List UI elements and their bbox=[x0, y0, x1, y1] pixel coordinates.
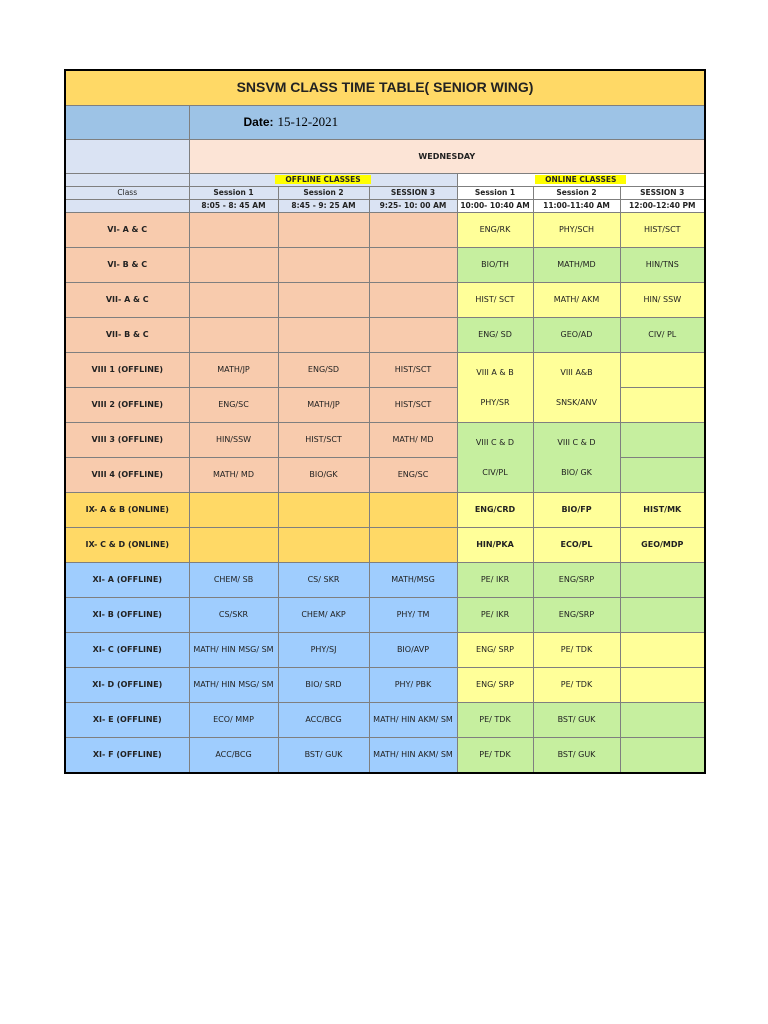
period-cell: HIST/SCT bbox=[278, 423, 369, 458]
period-cell: ENG/CRD bbox=[457, 493, 533, 528]
period-cell-merged bbox=[533, 423, 620, 493]
period-cell: MATH/ HIN MSG/ SM bbox=[189, 668, 278, 703]
session-header: Session 1 bbox=[189, 187, 278, 200]
offline-header bbox=[189, 174, 457, 187]
period-cell bbox=[620, 703, 705, 738]
period-cell: HIN/TNS bbox=[620, 248, 705, 283]
period-cell: PE/ IKR bbox=[457, 598, 533, 633]
period-cell: MATH/JP bbox=[189, 353, 278, 388]
period-cell bbox=[189, 493, 278, 528]
period-cell bbox=[369, 493, 457, 528]
blank-cell bbox=[65, 174, 189, 187]
period-cell: ENG/SD bbox=[278, 353, 369, 388]
period-cell: HIST/ SCT bbox=[457, 283, 533, 318]
timetable bbox=[64, 69, 706, 774]
date-value: 15-12-2021 bbox=[277, 114, 339, 130]
period-cell bbox=[278, 248, 369, 283]
table-row bbox=[65, 283, 705, 318]
table-row bbox=[65, 598, 705, 633]
online-header bbox=[457, 174, 705, 187]
class-name: XI- F (OFFLINE) bbox=[65, 738, 189, 774]
period-cell: ENG/ SD bbox=[457, 318, 533, 353]
period-cell: ACC/BCG bbox=[189, 738, 278, 774]
class-name: VIII 2 (OFFLINE) bbox=[65, 388, 189, 423]
class-name: XI- E (OFFLINE) bbox=[65, 703, 189, 738]
table-row bbox=[65, 318, 705, 353]
table-row bbox=[65, 353, 705, 388]
period-cell bbox=[189, 318, 278, 353]
table-row bbox=[65, 423, 705, 458]
period-cell: BIO/FP bbox=[533, 493, 620, 528]
period-text: SNSK/ANV bbox=[555, 397, 597, 407]
period-cell: BST/ GUK bbox=[533, 738, 620, 774]
period-cell: CS/SKR bbox=[189, 598, 278, 633]
time-slot: 9:25- 10: 00 AM bbox=[369, 200, 457, 213]
period-cell: PE/ TDK bbox=[457, 703, 533, 738]
period-cell bbox=[189, 528, 278, 563]
period-cell: ENG/RK bbox=[457, 213, 533, 248]
period-cell: PE/ TDK bbox=[533, 633, 620, 668]
period-cell bbox=[278, 318, 369, 353]
session-header: SESSION 3 bbox=[620, 187, 705, 200]
period-cell bbox=[369, 248, 457, 283]
table-row bbox=[65, 563, 705, 598]
period-cell bbox=[620, 458, 705, 493]
period-cell: HIST/MK bbox=[620, 493, 705, 528]
period-cell: PHY/ PBK bbox=[369, 668, 457, 703]
period-text: VIII C & D bbox=[475, 437, 515, 447]
period-cell bbox=[620, 423, 705, 458]
period-cell bbox=[189, 283, 278, 318]
period-cell: CS/ SKR bbox=[278, 563, 369, 598]
period-cell: BST/ GUK bbox=[278, 738, 369, 774]
period-cell: ENG/SC bbox=[189, 388, 278, 423]
table-row bbox=[65, 213, 705, 248]
class-header: Class bbox=[65, 187, 189, 200]
period-cell: ECO/PL bbox=[533, 528, 620, 563]
period-cell bbox=[278, 528, 369, 563]
page-title: SNSVM CLASS TIME TABLE( SENIOR WING) bbox=[65, 70, 705, 106]
class-name: XI- B (OFFLINE) bbox=[65, 598, 189, 633]
period-cell-merged bbox=[533, 353, 620, 423]
class-name: IX- C & D (ONLINE) bbox=[65, 528, 189, 563]
period-cell: PHY/SCH bbox=[533, 213, 620, 248]
period-cell bbox=[620, 598, 705, 633]
table-row bbox=[65, 528, 705, 563]
period-cell: PHY/SJ bbox=[278, 633, 369, 668]
period-cell: MATH/ HIN AKM/ SM bbox=[369, 703, 457, 738]
class-name: VII- B & C bbox=[65, 318, 189, 353]
period-cell: HIN/ SSW bbox=[620, 283, 705, 318]
period-cell: CHEM/ SB bbox=[189, 563, 278, 598]
blank-cell bbox=[65, 106, 189, 140]
period-cell bbox=[620, 738, 705, 774]
day-label: WEDNESDAY bbox=[189, 140, 705, 174]
period-cell bbox=[369, 283, 457, 318]
period-text: VIII A&B bbox=[560, 367, 593, 377]
period-cell bbox=[189, 213, 278, 248]
period-cell: BST/ GUK bbox=[533, 703, 620, 738]
date-label: Date: bbox=[243, 115, 274, 130]
period-cell bbox=[620, 353, 705, 388]
period-cell-merged bbox=[457, 353, 533, 423]
table-row bbox=[65, 493, 705, 528]
period-cell bbox=[278, 493, 369, 528]
period-cell bbox=[369, 528, 457, 563]
time-slot: 10:00- 10:40 AM bbox=[457, 200, 533, 213]
class-name: VIII 4 (OFFLINE) bbox=[65, 458, 189, 493]
class-name: IX- A & B (ONLINE) bbox=[65, 493, 189, 528]
period-cell: HIST/SCT bbox=[620, 213, 705, 248]
period-cell: BIO/TH bbox=[457, 248, 533, 283]
class-name: VIII 3 (OFFLINE) bbox=[65, 423, 189, 458]
period-cell: ACC/BCG bbox=[278, 703, 369, 738]
period-cell: MATH/ HIN AKM/ SM bbox=[369, 738, 457, 774]
period-cell: PE/ TDK bbox=[457, 738, 533, 774]
period-cell bbox=[369, 318, 457, 353]
period-cell: BIO/ SRD bbox=[278, 668, 369, 703]
period-cell-merged bbox=[457, 423, 533, 493]
period-cell: MATH/ AKM bbox=[533, 283, 620, 318]
period-cell: GEO/AD bbox=[533, 318, 620, 353]
period-cell: ENG/SRP bbox=[533, 598, 620, 633]
period-cell: HIST/SCT bbox=[369, 353, 457, 388]
period-cell: MATH/JP bbox=[278, 388, 369, 423]
period-cell bbox=[369, 213, 457, 248]
table-row bbox=[65, 703, 705, 738]
period-text: VIII C & D bbox=[557, 437, 596, 447]
period-text: BIO/ GK bbox=[561, 467, 592, 477]
period-cell: HIST/SCT bbox=[369, 388, 457, 423]
period-cell: MATH/ MD bbox=[189, 458, 278, 493]
class-name: XI- D (OFFLINE) bbox=[65, 668, 189, 703]
period-cell: MATH/MSG bbox=[369, 563, 457, 598]
period-cell: PE/ IKR bbox=[457, 563, 533, 598]
period-cell: MATH/MD bbox=[533, 248, 620, 283]
date-row bbox=[189, 106, 705, 140]
period-cell: CIV/ PL bbox=[620, 318, 705, 353]
class-name: VII- A & C bbox=[65, 283, 189, 318]
period-cell bbox=[278, 213, 369, 248]
time-slot: 8:05 - 8: 45 AM bbox=[189, 200, 278, 213]
period-cell: CHEM/ AKP bbox=[278, 598, 369, 633]
class-name: XI- C (OFFLINE) bbox=[65, 633, 189, 668]
period-cell: BIO/AVP bbox=[369, 633, 457, 668]
session-header: Session 2 bbox=[278, 187, 369, 200]
period-cell bbox=[189, 248, 278, 283]
session-header: SESSION 3 bbox=[369, 187, 457, 200]
blank-cell bbox=[65, 200, 189, 213]
period-cell bbox=[620, 633, 705, 668]
blank-cell bbox=[65, 140, 189, 174]
time-slot: 8:45 - 9: 25 AM bbox=[278, 200, 369, 213]
table-row bbox=[65, 248, 705, 283]
period-cell: BIO/GK bbox=[278, 458, 369, 493]
period-cell: GEO/MDP bbox=[620, 528, 705, 563]
period-cell: PE/ TDK bbox=[533, 668, 620, 703]
period-cell bbox=[620, 668, 705, 703]
period-cell: ENG/SC bbox=[369, 458, 457, 493]
period-cell: ENG/SRP bbox=[533, 563, 620, 598]
time-slot: 11:00-11:40 AM bbox=[533, 200, 620, 213]
period-text: VIII A & B bbox=[476, 367, 514, 377]
period-text: PHY/SR bbox=[480, 397, 510, 407]
period-cell: HIN/SSW bbox=[189, 423, 278, 458]
time-slot: 12:00-12:40 PM bbox=[620, 200, 705, 213]
offline-label: OFFLINE CLASSES bbox=[275, 175, 370, 184]
table-row bbox=[65, 738, 705, 774]
class-name: VI- B & C bbox=[65, 248, 189, 283]
table-row bbox=[65, 668, 705, 703]
class-name: VIII 1 (OFFLINE) bbox=[65, 353, 189, 388]
period-cell: ECO/ MMP bbox=[189, 703, 278, 738]
period-text: CIV/PL bbox=[482, 467, 508, 477]
period-cell: MATH/ HIN MSG/ SM bbox=[189, 633, 278, 668]
session-header: Session 1 bbox=[457, 187, 533, 200]
class-name: XI- A (OFFLINE) bbox=[65, 563, 189, 598]
period-cell bbox=[278, 283, 369, 318]
period-cell: MATH/ MD bbox=[369, 423, 457, 458]
period-cell bbox=[620, 388, 705, 423]
period-cell: HIN/PKA bbox=[457, 528, 533, 563]
online-label: ONLINE CLASSES bbox=[535, 175, 626, 184]
session-header: Session 2 bbox=[533, 187, 620, 200]
class-name: VI- A & C bbox=[65, 213, 189, 248]
period-cell: ENG/ SRP bbox=[457, 668, 533, 703]
period-cell: PHY/ TM bbox=[369, 598, 457, 633]
period-cell bbox=[620, 563, 705, 598]
period-cell: ENG/ SRP bbox=[457, 633, 533, 668]
table-row bbox=[65, 633, 705, 668]
